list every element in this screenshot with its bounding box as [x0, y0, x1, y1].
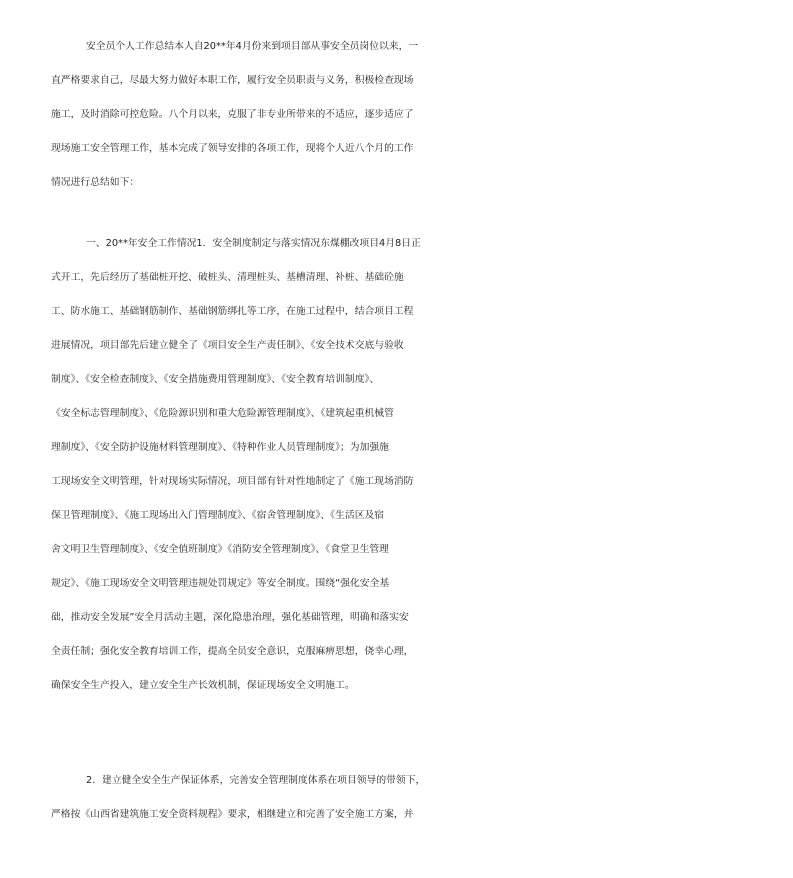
text-line: 现场施工安全管理工作，基本完成了领导安排的各项工作，现将个人近八个月的工作	[51, 143, 414, 154]
text-line: 制度》、《安全检查制度》、《安全措施费用管理制度》、《安全教育培训制度》、	[51, 374, 380, 385]
text-line: 2．建立健全安全生产保证体系，完善安全管理制度体系在项目领导的带领下，	[86, 775, 426, 786]
text-line	[51, 702, 793, 738]
text-line: 础，推动安全发展”安全月活动主题，深化隐患治理，强化基础管理，明确和落实安	[51, 612, 409, 623]
text-line: 工现场安全文明管理，针对现场实际情况，项目部有针对性地制定了《施工现场消防	[51, 476, 414, 487]
text-line: 严格按《山西省建筑施工安全资料规程》要求，相继建立和完善了安全施工方案，并	[51, 809, 414, 820]
text-line: 一、20**年安全工作情况1．安全制度制定与落实情况东煤棚改项目4月8日正	[86, 238, 421, 249]
text-line: 工、防水施工、基础钢筋制作、基础钢筋绑扎等工序，在施工过程中，结合项目工程	[51, 306, 414, 317]
text-line: 理制度》、《安全防护设施材料管理制度》、《特种作业人员管理制度》；为加强施	[51, 442, 389, 453]
text-line: 直严格要求自己，尽最大努力做好本职工作，履行安全员职责与义务，积极检查现场	[51, 75, 414, 86]
text-line: 施工，及时消除可控危险。八个月以来，克服了非专业所带来的不适应，逐步适应了	[51, 109, 414, 120]
text-line: 《安全标志管理制度》、《危险源识别和重大危险源管理制度》、《建筑起重机械管	[51, 408, 394, 419]
text-line: 保卫管理制度》、《施工现场出入门管理制度》、《宿舍管理制度》、《生活区及宿	[51, 510, 385, 521]
text-line: 情况进行总结如下：	[51, 177, 140, 188]
text-line: 安全员个人工作总结本人自20**年4月份来到项目部从事安全员岗位以来，一	[86, 41, 419, 52]
text-line: 规定》、《施工现场安全文明管理违规处罚规定》等安全制度。围绕“强化安全基	[51, 578, 390, 589]
text-line: 确保安全生产投入，建立安全生产长效机制，保证现场安全文明施工。	[51, 680, 355, 691]
text-line: 进展情况，项目部先后建立健全了《项目安全生产责任制》、《安全技术交底与验收	[51, 340, 404, 351]
text-line: 舍文明卫生管理制度》、《安全值班制度》《消防安全管理制度》、《食堂卫生管理	[51, 544, 389, 555]
text-line: 式开工，先后经历了基础桩开挖、破桩头、清理桩头、基槽清理、补桩、基础砼施	[51, 272, 404, 283]
text-line: 全责任制；强化安全教育培训工作，提高全员安全意识，克服麻痹思想，侥幸心理，	[51, 646, 414, 657]
